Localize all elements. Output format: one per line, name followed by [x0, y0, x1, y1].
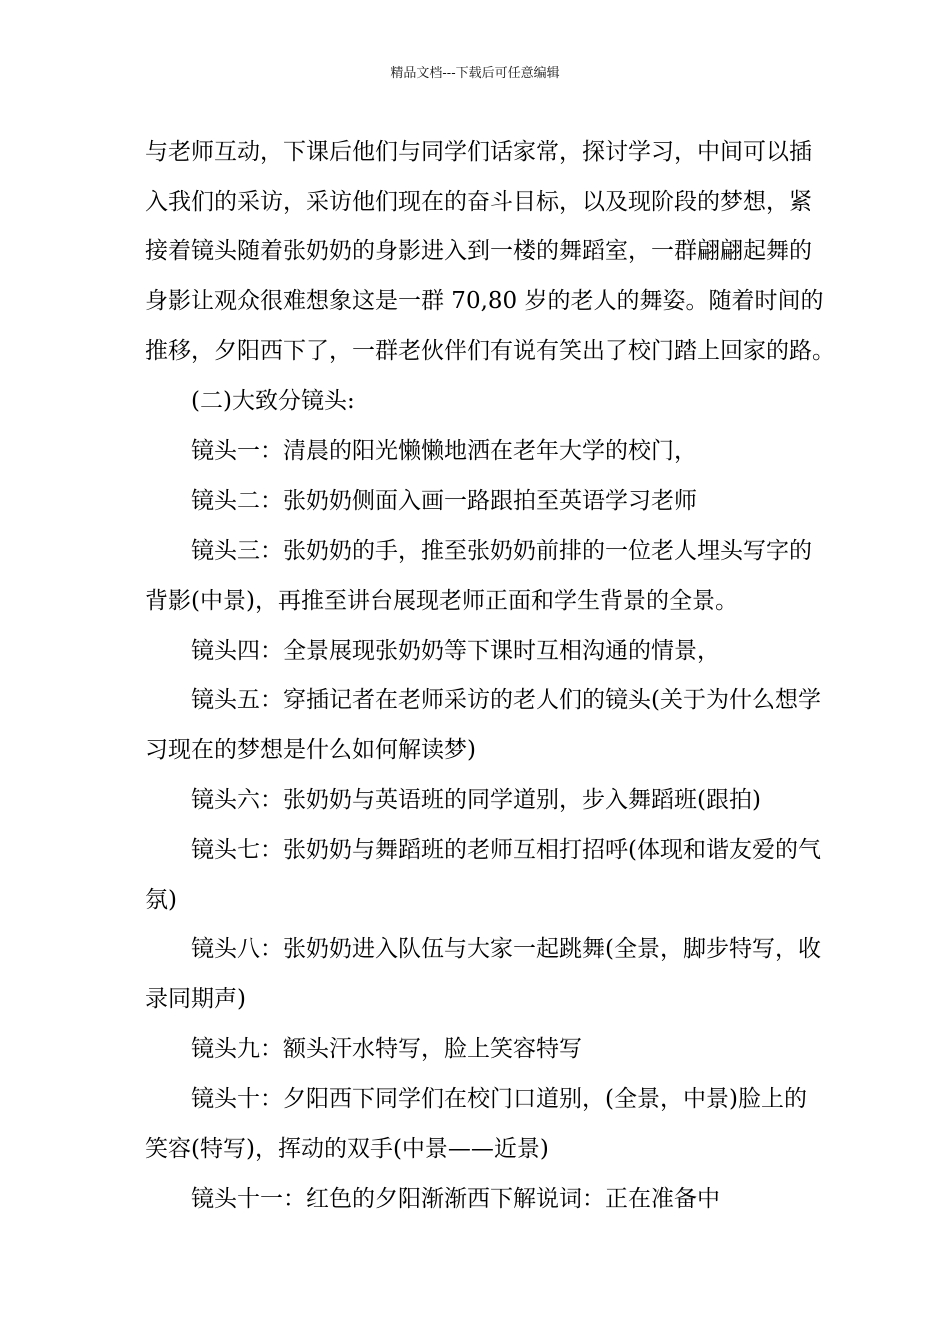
page-header: 精品文档---下载后可任意编辑 — [390, 66, 560, 81]
shot-2: 镜头二：张奶奶侧面入画一路跟拍至英语学习老师 — [191, 488, 697, 514]
shot-9: 镜头九：额头汗水特写，脸上笑容特写 — [191, 1036, 582, 1062]
body-line-1: 与老师互动，下课后他们与同学们话家常，探讨学习，中间可以插 — [145, 139, 812, 165]
shot-10-line-2: 笑容(特写)，挥动的双手(中景——近景) — [145, 1136, 549, 1162]
shot-8-line-2: 录同期声) — [145, 986, 246, 1012]
shot-3-line-1: 镜头三：张奶奶的手，推至张奶奶前排的一位老人埋头写字的 — [191, 538, 812, 564]
shot-11: 镜头十一：红色的夕阳渐渐西下解说词：正在准备中 — [191, 1186, 720, 1212]
body-line-5: 推移，夕阳西下了，一群老伙伴们有说有笑出了校门踏上回家的路。 — [145, 338, 835, 364]
shot-10-line-1: 镜头十：夕阳西下同学们在校门口道别，(全景，中景)脸上的 — [191, 1086, 807, 1112]
shot-5-line-1: 镜头五：穿插记者在老师采访的老人们的镜头(关于为什么想学 — [191, 687, 821, 713]
shot-8-line-1: 镜头八：张奶奶进入队伍与大家一起跳舞(全景，脚步特写，收 — [191, 936, 821, 962]
shot-7-line-2: 氛) — [145, 887, 177, 913]
shot-5-line-2: 习现在的梦想是什么如何解读梦) — [145, 737, 476, 763]
shot-7-line-1: 镜头七：张奶奶与舞蹈班的老师互相打招呼(体现和谐友爱的气 — [191, 837, 821, 863]
shot-4: 镜头四：全景展现张奶奶等下课时互相沟通的情景， — [191, 638, 720, 664]
section-heading: (二)大致分镜头: — [191, 388, 355, 414]
body-line-4: 身影让观众很难想象这是一群 70,80 岁的老人的舞姿。随着时间的 — [145, 288, 824, 314]
body-line-2: 入我们的采访，采访他们现在的奋斗目标，以及现阶段的梦想，紧 — [145, 189, 812, 215]
shot-1: 镜头一：清晨的阳光懒懒地洒在老年大学的校门， — [191, 438, 697, 464]
body-line-3: 接着镜头随着张奶奶的身影进入到一楼的舞蹈室，一群翩翩起舞的 — [145, 238, 812, 264]
shot-3-line-2: 背影(中景)，再推至讲台展现老师正面和学生背景的全景。 — [145, 588, 738, 614]
shot-6: 镜头六：张奶奶与英语班的同学道别，步入舞蹈班(跟拍) — [191, 787, 761, 813]
